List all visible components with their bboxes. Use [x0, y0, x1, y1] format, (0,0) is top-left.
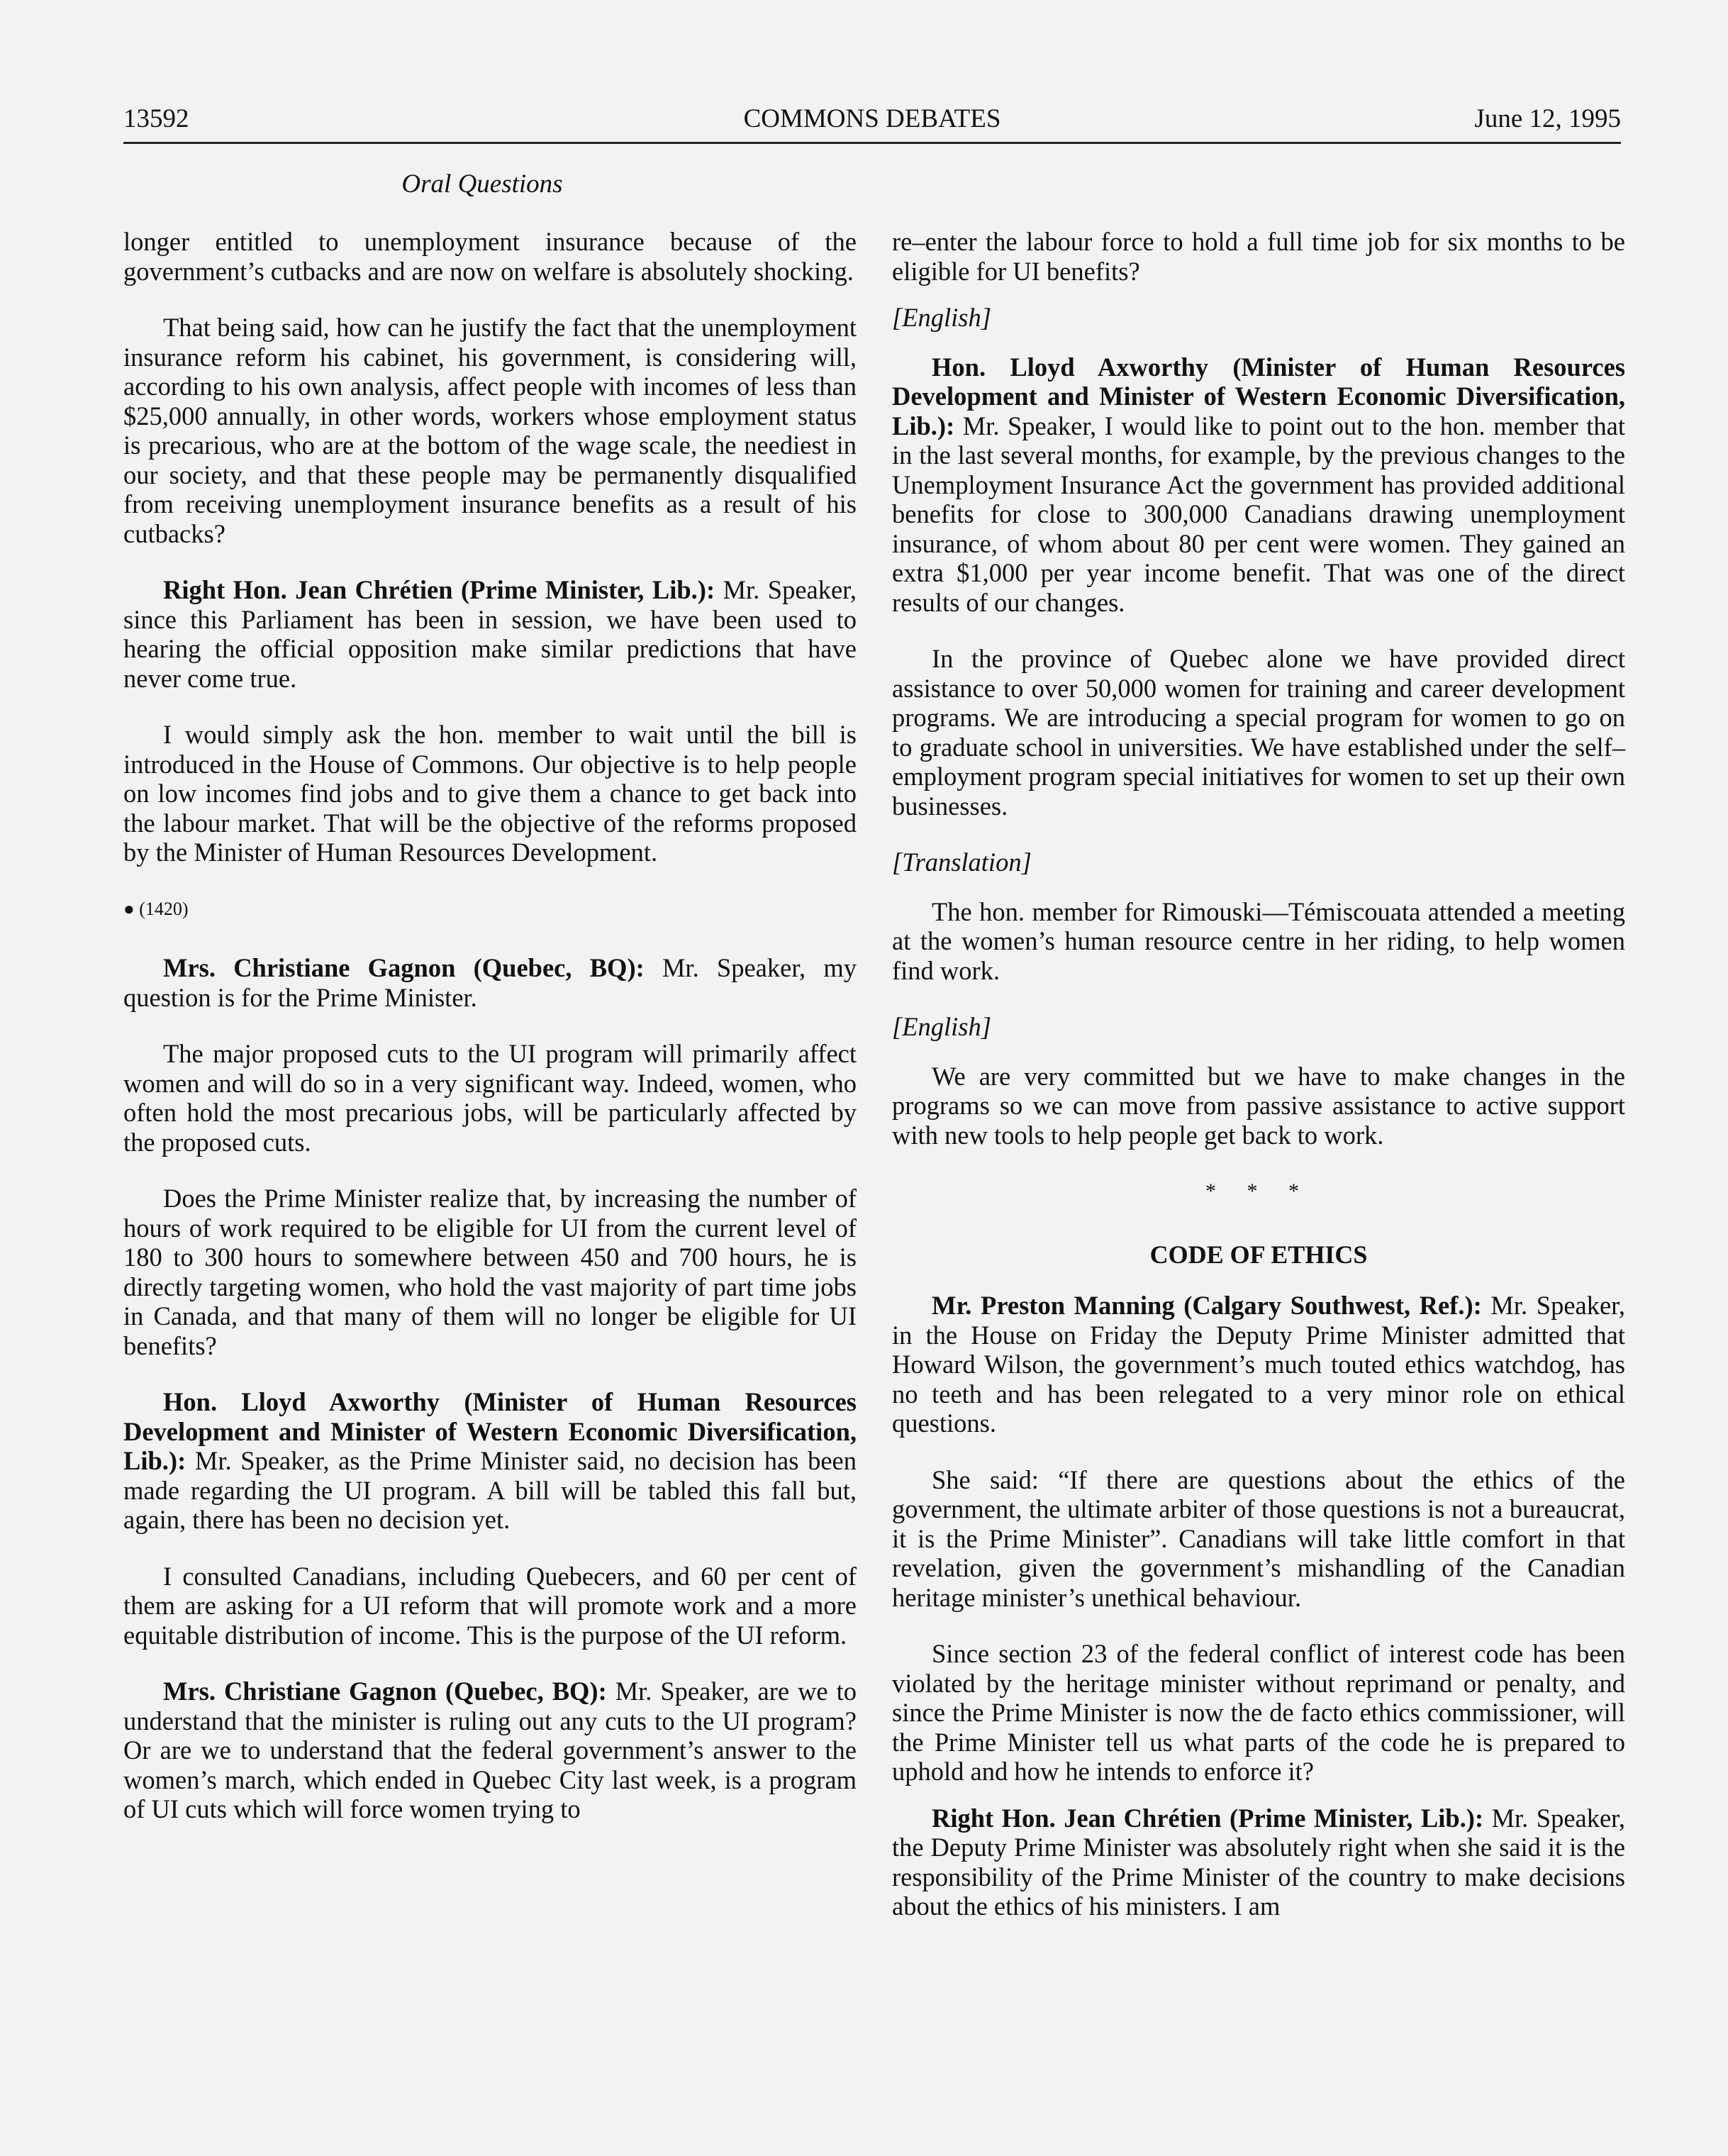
- left-column: [123, 227, 857, 1851]
- speech-text: Mr. Speaker, as the Prime Minister said, no decision has been made regarding the UI program. A bill will be tabled this fall but, again, there has been no decision yet.: [123, 1446, 857, 1534]
- speech-text: Mr. Speaker, the Deputy Prime Minister was absolutely right when she said it is the responsibility of the Prime Minister of the country to make decisions about the ethics of his ministers. I am: [892, 1803, 1625, 1921]
- speech-paragraph: [123, 575, 857, 693]
- page-header: [123, 99, 1621, 144]
- speech-text: Mr. Speaker, are we to understand that the minister is ruling out any cuts to the UI program? Or are we to understand that the federal government’s answer to the women’s march, which ended in Quebec City last week, is a program of UI cuts which will force women trying to: [123, 1677, 857, 1823]
- paragraph: That being said, how can he justify the fact that the unemployment insurance reform his cabinet, his government, is considering will, according to his own analysis, affect people with incomes of less than $25,000 annually, in other words, workers whose employment status is precarious, who are at the bottom of the wage scale, the neediest in our society, and that these people may be permanently disqualified from receiving unemployment insurance benefits as a result of his cutbacks?: [123, 313, 857, 548]
- speaker-name: Right Hon. Jean Chrétien (Prime Minister, Lib.):: [932, 1803, 1484, 1833]
- speaker-name: Hon. Lloyd Axworthy (Minister of Human Resources Development and Minister of Western Economic Diversification, Lib.):: [123, 1387, 857, 1475]
- speech-paragraph: [892, 1804, 1625, 1921]
- paragraph: longer entitled to unemployment insurance because of the government’s cutbacks and are now on welfare is absolutely shocking.: [123, 227, 857, 286]
- publication-title: COMMONS DEBATES: [743, 104, 1001, 133]
- paragraph: re–enter the labour force to hold a full time job for six months to be eligible for UI benefits?: [892, 227, 1625, 286]
- speaker-name: Mrs. Christiane Gagnon (Quebec, BQ):: [163, 953, 645, 982]
- section-heading: CODE OF ETHICS: [1149, 1240, 1368, 1269]
- speaker-name: Right Hon. Jean Chrétien (Prime Minister, Lib.):: [163, 575, 715, 604]
- language-marker: [English]: [892, 303, 991, 332]
- speech-text: Mr. Speaker, since this Parliament has been in session, we have been used to hearing the official opposition make similar predictions that have never come true.: [123, 575, 857, 693]
- paragraph: I consulted Canadians, including Quebecers, and 60 per cent of them are asking for a UI reform that will promote work and a more equitable distribution of income. This is the purpose of the UI reform.: [123, 1561, 857, 1650]
- speech-paragraph: [123, 1387, 857, 1535]
- speech-text: Mr. Speaker, in the House on Friday the Deputy Prime Minister admitted that Howard Wilson, the government’s much touted ethics watchdog, has no teeth and has been relegated to a very minor role on ethical questions.: [892, 1291, 1625, 1438]
- paragraph: I would simply ask the hon. member to wait until the bill is introduced in the House of Commons. Our objective is to help people on low incomes find jobs and to give them a chance to get back into the labour market. That will be the objective of the reforms proposed by the Minister of Human Resources Development.: [123, 720, 857, 867]
- paragraph: In the province of Quebec alone we have provided direct assistance to over 50,000 women for training and career development programs. We are introducing a special program for women to go on to graduate school in universities. We have established under the self–employment program special initiatives for women to set up their own businesses.: [892, 644, 1625, 821]
- speaker-name: Mr. Preston Manning (Calgary Southwest, Ref.):: [932, 1291, 1482, 1320]
- section-separator: * * *: [1205, 1179, 1312, 1203]
- language-marker: [English]: [892, 1012, 991, 1041]
- speech-paragraph: [123, 1677, 857, 1824]
- paragraph: Since section 23 of the federal conflict of interest code has been violated by the heritage minister without reprimand or penalty, and since the Prime Minister is now the de facto ethics commissioner, will the Prime Minister tell us what parts of the code he is prepared to uphold and how he intends to enforce it?: [892, 1639, 1625, 1786]
- right-column: [892, 227, 1625, 1948]
- language-marker: [Translation]: [892, 848, 1032, 877]
- speech-text: Mr. Speaker, I would like to point out to the hon. member that in the last several months, for example, by the previous changes to the Unemployment Insurance Act the government has provided additional benefits for close to 300,000 Canadians drawing unemployment insurance, of whom about 80 per cent were women. They gained an extra $1,000 per year income benefit. That was one of the direct results of our changes.: [892, 411, 1625, 617]
- paragraph: We are very committed but we have to make changes in the programs so we can move from passive assistance to active support with new tools to help people get back to work.: [892, 1061, 1625, 1150]
- page-number: 13592: [123, 104, 189, 133]
- paragraph: Does the Prime Minister realize that, by increasing the number of hours of work required to be eligible for UI from the current level of 180 to 300 hours to somewhere between 450 and 700 hours, he is directly targeting women, who hold the vast majority of part time jobs in Canada, and that many of them will no longer be eligible for UI benefits?: [123, 1184, 857, 1360]
- time-marker: ● (1420): [123, 898, 189, 919]
- page-date: June 12, 1995: [1474, 104, 1621, 133]
- speech-paragraph: [892, 352, 1625, 618]
- speaker-name: Mrs. Christiane Gagnon (Quebec, BQ):: [163, 1677, 607, 1706]
- section-label: Oral Questions: [401, 170, 563, 199]
- paragraph: The major proposed cuts to the UI program will primarily affect women and will do so in a very significant way. Indeed, women, who often hold the most precarious jobs, will be particularly affected by the proposed cuts.: [123, 1039, 857, 1157]
- speech-paragraph: [123, 953, 857, 1012]
- speech-text: Mr. Speaker, my question is for the Prime Minister.: [123, 953, 857, 1012]
- paragraph: She said: “If there are questions about the ethics of the government, the ultimate arbiter of those questions is not a bureaucrat, it is the Prime Minister”. Canadians will take little comfort in that revelation, given the government’s mishandling of the Canadian heritage minister’s unethical behaviour.: [892, 1465, 1625, 1612]
- speaker-name: Hon. Lloyd Axworthy (Minister of Human Resources Development and Minister of Western Economic Diversification, Lib.):: [892, 352, 1625, 440]
- speech-paragraph: [892, 1291, 1625, 1438]
- paragraph: The hon. member for Rimouski—Témiscouata attended a meeting at the women’s human resource centre in her riding, to help women find work.: [892, 896, 1625, 985]
